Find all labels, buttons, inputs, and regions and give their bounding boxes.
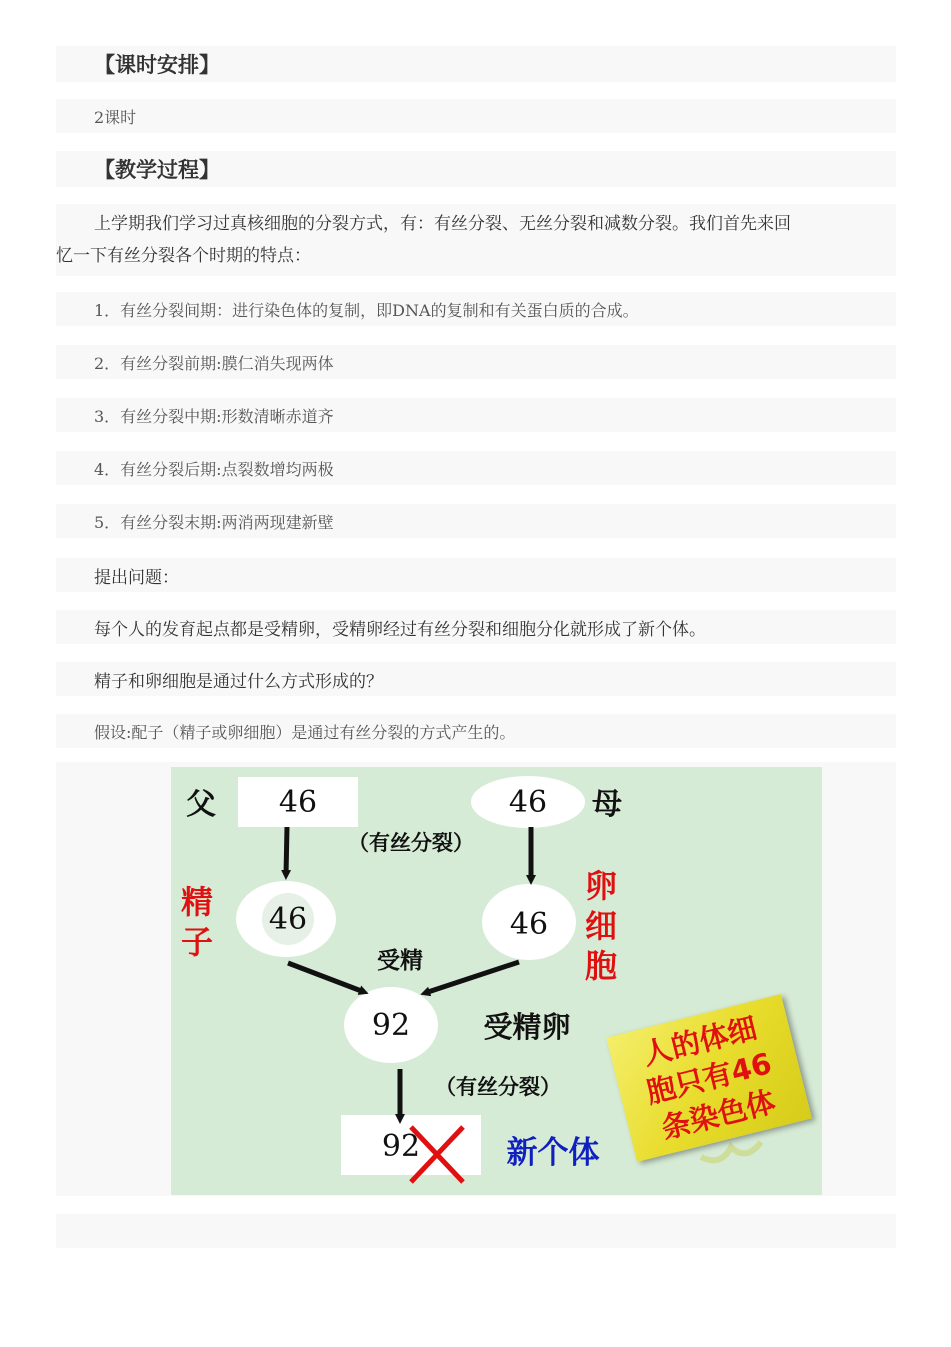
father-label: 父	[186, 787, 216, 822]
phase-row-1	[56, 292, 896, 326]
question-statement-row	[56, 610, 896, 644]
mother-label: 母	[592, 787, 622, 822]
intro-paragraph	[56, 204, 896, 276]
process-heading: 【教学过程】	[94, 158, 220, 182]
mitosis-label-top: （有丝分裂）	[348, 831, 474, 855]
new-individual-count: 92	[381, 1128, 421, 1164]
arrow-egg-zygote	[425, 962, 519, 993]
intro-line-1: 上学期我们学习过真核细胞的分裂方式，有：有丝分裂、无丝分裂和减数分裂。我们首先来回	[94, 214, 791, 234]
phase-row-5	[56, 504, 896, 538]
question-ask-row	[56, 662, 896, 696]
sperm-count: 46	[268, 901, 308, 937]
phase-text: 3．有丝分裂中期:形数清晰赤道齐	[94, 406, 334, 426]
empty-row	[56, 1214, 896, 1248]
phase-text: 1．有丝分裂间期：进行染色体的复制，即DNA的复制和有关蛋白质的合成。	[94, 300, 639, 320]
arrow-sperm-zygote	[288, 963, 364, 992]
schedule-value-row	[56, 99, 896, 133]
egg-count: 46	[509, 906, 549, 942]
process-heading-row	[56, 151, 896, 187]
phase-text: 5．有丝分裂末期:两消两现建新壁	[94, 512, 334, 532]
intro-line-2: 忆一下有丝分裂各个时期的特点：	[56, 246, 311, 266]
schedule-value: 2课时	[94, 107, 137, 127]
egg-label: 卵细胞	[585, 867, 618, 985]
zygote-label: 受精卵	[483, 1009, 571, 1044]
question-prompt-row	[56, 558, 896, 592]
zygote-count: 92	[371, 1007, 411, 1043]
phase-row-4	[56, 451, 896, 485]
sperm-label: 精子	[181, 883, 214, 961]
question-ask: 精子和卵细胞是通过什么方式形成的？	[94, 671, 383, 692]
father-count: 46	[278, 784, 318, 820]
question-prompt: 提出问题：	[94, 567, 179, 588]
stamp-shadow-mark	[701, 1142, 761, 1160]
chromosome-note: 人的体细 胞只有46 条染色体	[639, 1010, 779, 1146]
phase-row-3	[56, 398, 896, 432]
phase-row-2	[56, 345, 896, 379]
hypothesis-row	[56, 714, 896, 748]
chromosome-figure	[171, 767, 822, 1195]
schedule-heading: 【课时安排】	[94, 53, 220, 77]
hypothesis-text: 假设:配子（精子或卵细胞）是通过有丝分裂的方式产生的。	[94, 722, 516, 742]
question-statement: 每个人的发育起点都是受精卵，受精卵经过有丝分裂和细胞分化就形成了新个体。	[94, 619, 706, 640]
fertilization-label: 受精	[377, 947, 423, 974]
phase-text: 4．有丝分裂后期:点裂数增均两极	[94, 459, 334, 479]
arrow-father-sperm	[286, 827, 287, 875]
schedule-heading-row	[56, 46, 896, 82]
phase-text: 2．有丝分裂前期:膜仁消失现两体	[94, 353, 334, 373]
mother-count: 46	[508, 784, 548, 820]
new-individual-label: 新个体	[506, 1134, 600, 1171]
mitosis-label-bottom: （有丝分裂）	[435, 1075, 561, 1099]
